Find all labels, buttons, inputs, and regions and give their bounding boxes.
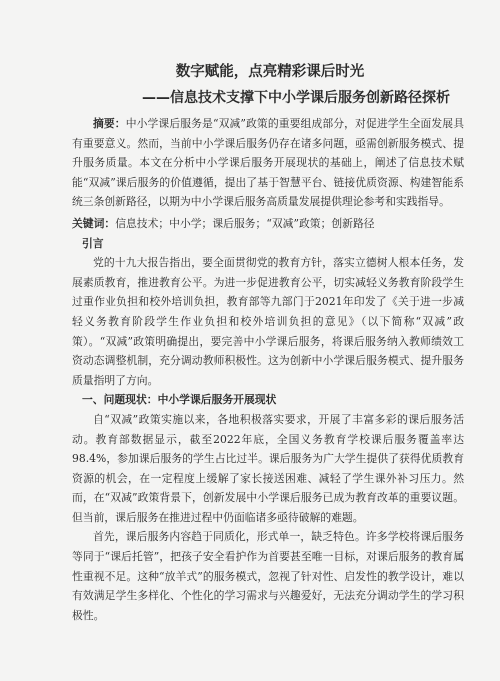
keywords-label: 关键词： [72,216,116,230]
keywords-text: 信息技术；中小学；课后服务；“双减”政策；创新路径 [115,216,375,230]
abstract-text: 中小学课后服务是“双减”政策的重要组成部分，对促进学生全面发展具有重要意义。然而，当前中小学课后服务仍存在诸多问题，亟需创新服务模式、提升服务质量。本文在分析中小学课后服务开展现状的基础上，阐述了信息技术赋能“双减”课后服务的价值遵循，提出了基于智慧平台、链接优质资源、构建智能系统三条创新路径，以期为中小学课后服务高质量发展提供理论参考和实践指导。 [72,117,464,209]
keywords-line [72,214,464,234]
section1-paragraph-1: 自“双减”政策实施以来，各地积极落实要求，开展了丰富多彩的课后服务活动。教育部数据显示，截至2022年底，全国义务教育学校课后服务覆盖率达98.4%，参加课后服务的学生占比过半。课后服务为广大学生提供了获得优质教育资源的机会，在一定程度上缓解了家长接送困难、减轻了学生课外补习压力。然而，在“双减”政策背景下，创新发展中小学课后服务已成为教育改革的重要议题。但当前，课后服务在推进过程中仍面临诸多亟待破解的难题。 [72,412,464,524]
page-subtitle: ——信息技术支撑下中小学课后服务创新路径探析 [142,90,450,106]
abstract-paragraph [72,114,464,212]
intro-heading: 引言 [82,236,104,250]
abstract-label: 摘要： [93,117,126,130]
page-title: 数字赋能，点亮精彩课后时光 [175,64,365,80]
section1-paragraph-2: 首先，课后服务内容趋于同质化，形式单一，缺乏特色。许多学校将课后服务等同于“课后托管”，把孩子安全看护作为首要甚至唯一目标，对课后服务的教育属性重视不足。这种“放羊式”的服务模式，忽视了针对性、启发性的教学设计，难以有效满足学生多样化、个性化的学习需求与兴趣爱好，无法充分调动学生的学习积极性。 [72,530,464,622]
section-heading-problems: 一、问题现状：中小学课后服务开展现状 [82,393,277,407]
intro-paragraph: 党的十九大报告指出，要全面贯彻党的教育方针，落实立德树人根本任务，发展素质教育，推进教育公平。为进一步促进教育公平，切实减轻义务教育阶段学生过重作业负担和校外培训负担，教育部等九部门于2021年印发了《关于进一步减轻义务教育阶段学生作业负担和校外培训负担的意见》（以下简称“双减”政策）。“双减”政策明确提出，要完善中小学课后服务，将课后服务纳入教师绩效工资动态调整机制，充分调动教师积极性。这为创新中小学课后服务模式、提升服务质量指明了方向。 [72,256,464,387]
